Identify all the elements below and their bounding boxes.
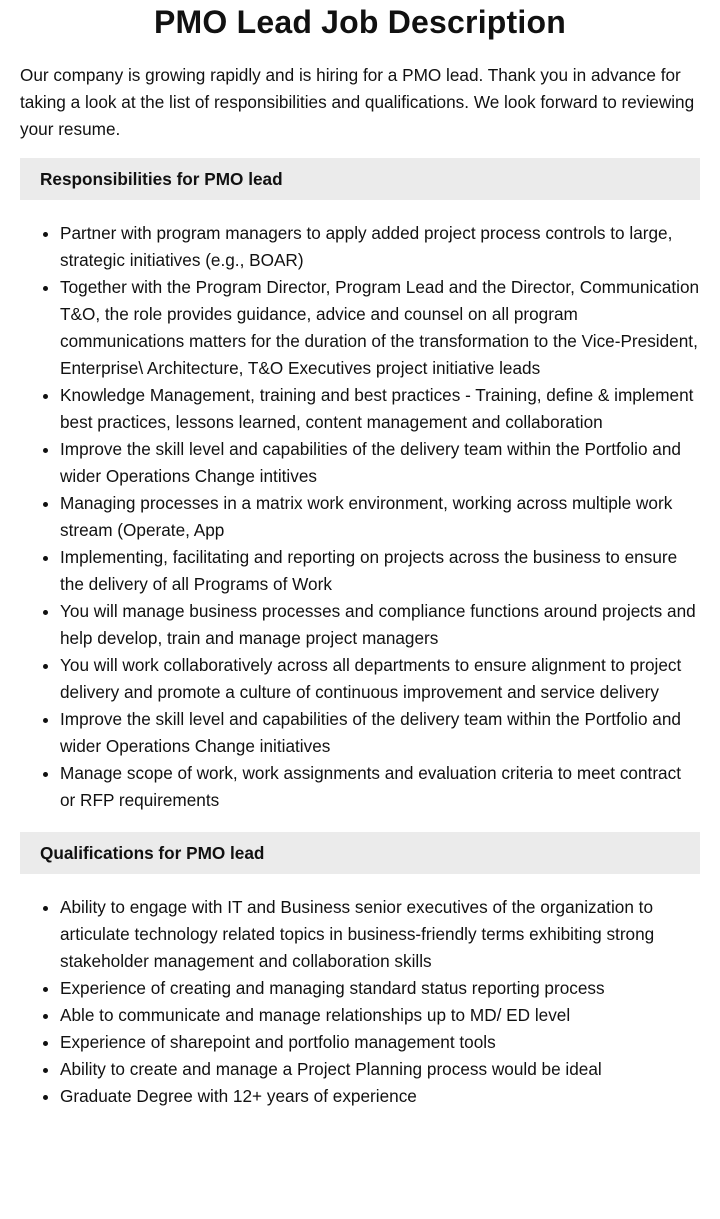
list-item: • Together with the Program Director, Program Lead and the Director, Communication T&O, the role provides guidance, advice and counsel on all program communications matters for the duration of the transformation to the Vice-President, Enterprise\ Architecture, T&O Executives project initiative leads	[60, 274, 700, 382]
intro-paragraph: Our company is growing rapidly and is hiring for a PMO lead. Thank you in advance for taking a look at the list of responsibilities and qualifications. We look forward to reviewing your resume.	[20, 65, 695, 139]
page-title: PMO Lead Job Description	[154, 4, 566, 40]
list-item: • Experience of creating and managing standard status reporting process	[60, 975, 700, 1002]
list-item: • Graduate Degree with 12+ years of experience	[60, 1083, 700, 1110]
list-item: • Ability to engage with IT and Business senior executives of the organization to articulate technology related topics in business-friendly terms exhibiting strong stakeholder management and collaboration skills	[60, 894, 700, 975]
list-item: • Improve the skill level and capabilities of the delivery team within the Portfolio and wider Operations Change intitives	[60, 436, 700, 490]
list-item: • Knowledge Management, training and best practices - Training, define & implement best practices, lessons learned, content management and collaboration	[60, 382, 700, 436]
qualifications-heading: Qualifications for PMO lead	[20, 832, 700, 874]
list-item: • Managing processes in a matrix work environment, working across multiple work stream (Operate, App	[60, 490, 700, 544]
list-item: • Able to communicate and manage relationships up to MD/ ED level	[60, 1002, 700, 1029]
list-item: • You will manage business processes and compliance functions around projects and help develop, train and manage project managers	[60, 598, 700, 652]
responsibilities-heading: Responsibilities for PMO lead	[20, 158, 700, 200]
list-item: • Partner with program managers to apply added project process controls to large, strategic initiatives (e.g., BOAR)	[60, 220, 700, 274]
list-item: • You will work collaboratively across all departments to ensure alignment to project delivery and promote a culture of continuous improvement and service delivery	[60, 652, 700, 706]
list-item: • Experience of sharepoint and portfolio management tools	[60, 1029, 700, 1056]
list-item: • Manage scope of work, work assignments and evaluation criteria to meet contract or RFP requirements	[60, 760, 700, 814]
list-item: • Implementing, facilitating and reporting on projects across the business to ensure the delivery of all Programs of Work	[60, 544, 700, 598]
list-item: • Improve the skill level and capabilities of the delivery team within the Portfolio and wider Operations Change initiatives	[60, 706, 700, 760]
list-item: • Ability to create and manage a Project Planning process would be ideal	[60, 1056, 700, 1083]
responsibilities-list	[20, 220, 700, 814]
qualifications-list	[20, 894, 700, 1110]
